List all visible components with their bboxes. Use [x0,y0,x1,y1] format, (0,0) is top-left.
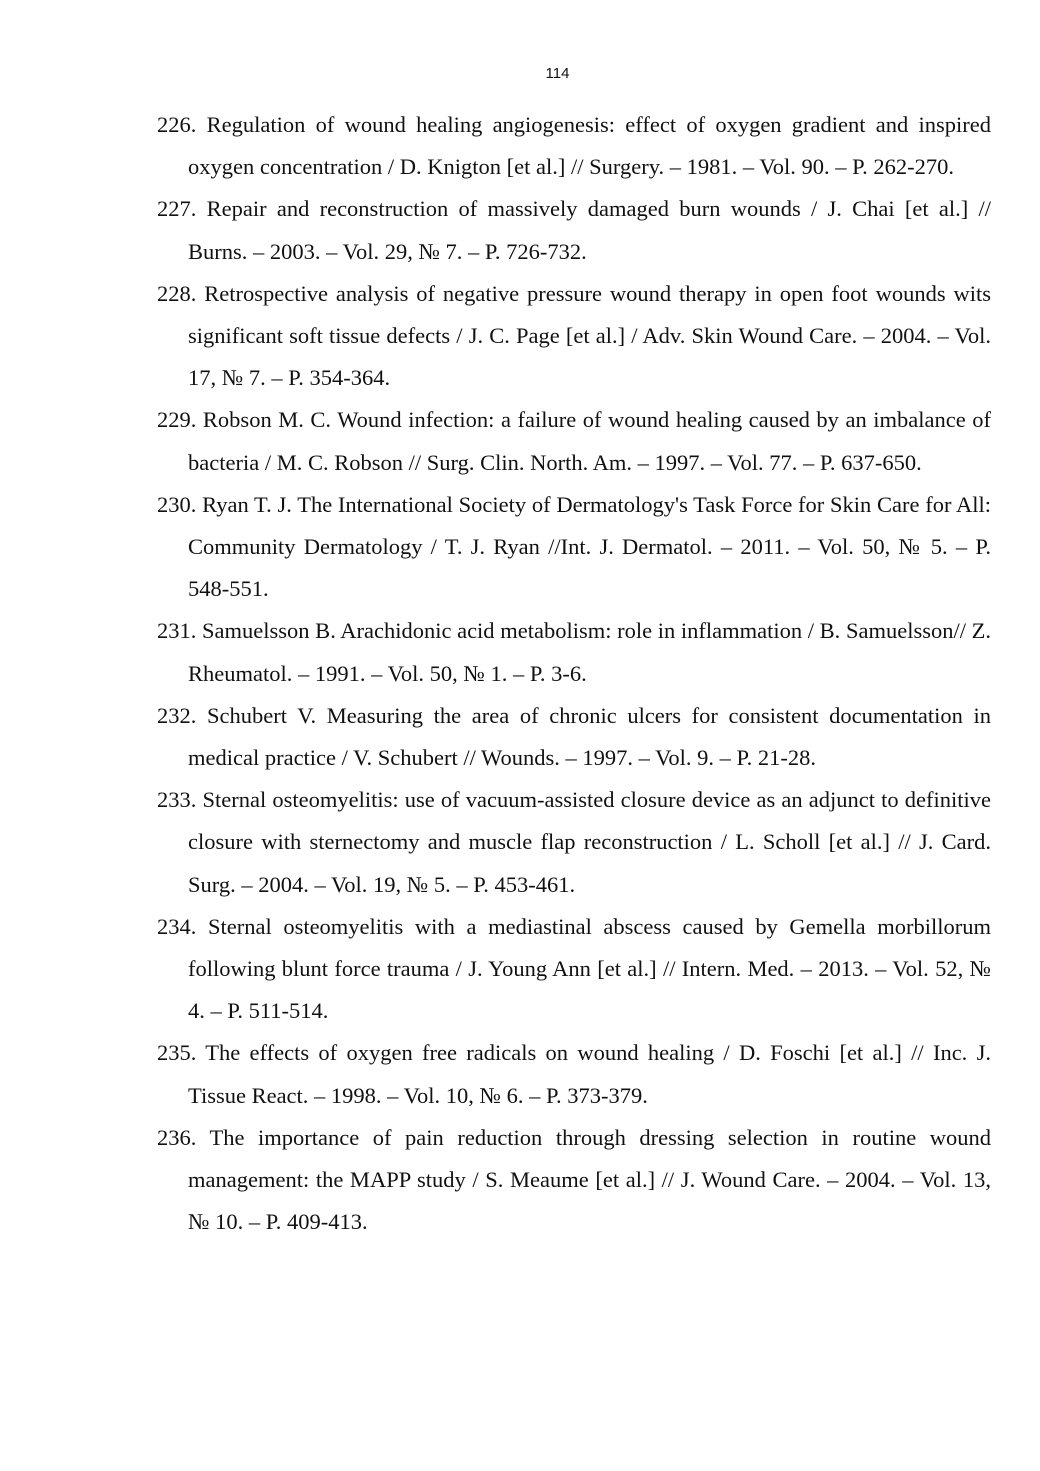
reference-231: 231. Samuelsson B. Arachidonic acid metabolism: role in inflammation / B. Samuelsson// Z. Rheumatol. – 1991. – Vol. 50, № 1. – P. 3-6. [157,618,991,686]
page-number: 114 [545,65,570,82]
reference-229: 229. Robson M. C. Wound infection: a failure of wound healing caused by an imbalance of bacteria / M. C. Robson // Surg. Clin. North. Am. – 1997. – Vol. 77. – P. 637-650. [157,407,991,475]
reference-230: 230. Ryan T. J. The International Society of Dermatology's Task Force for Skin Care for All: Community Dermatology / T. J. Ryan //Int. J. Dermatol. – 2011. – Vol. 50, № 5. – P. 548-551. [157,491,991,602]
reference-233: 233. Sternal osteomyelitis: use of vacuum-assisted closure device as an adjunct to definitive closure with sternectomy and muscle flap reconstruction / L. Scholl [et al.] // J. Card. Surg. – 2004. – Vol. 19, № 5. – P. 453-461. [157,787,991,897]
reference-235: 235. The effects of oxygen free radicals on wound healing / D. Foschi [et al.] // Inc. J. Tissue React. – 1998. – Vol. 10, № 6. – P. 373-379. [157,1040,991,1108]
reference-227: 227. Repair and reconstruction of massively damaged burn wounds / J. Chai [et al.] // Burns. – 2003. – Vol. 29, № 7. – P. 726-732. [157,196,991,264]
reference-228: 228. Retrospective analysis of negative pressure wound therapy in open foot wounds wits significant soft tissue defects / J. C. Page [et al.] / Adv. Skin Wound Care. – 2004. – Vol. 17, № 7. – P. 354-364. [157,280,991,391]
reference-232: 232. Schubert V. Measuring the area of chronic ulcers for consistent documentation in medical practice / V. Schubert // Wounds. – 1997. – Vol. 9. – P. 21-28. [157,702,991,771]
reference-234: 234. Sternal osteomyelitis with a mediastinal abscess caused by Gemella morbillorum following blunt force trauma / J. Young Ann [et al.] // Intern. Med. – 2013. – Vol. 52, № 4. – P. 511-514. [157,913,991,1024]
reference-list [157,104,991,1243]
reference-226: 226. Regulation of wound healing angiogenesis: effect of oxygen gradient and inspired oxygen concentration / D. Knigton [et al.] // Surgery. – 1981. – Vol. 90. – P. 262-270. [157,112,991,180]
reference-236: 236. The importance of pain reduction through dressing selection in routine wound management: the MAPP study / S. Meaume [et al.] // J. Wound Care. – 2004. – Vol. 13, № 10. – P. 409-413. [157,1124,991,1235]
